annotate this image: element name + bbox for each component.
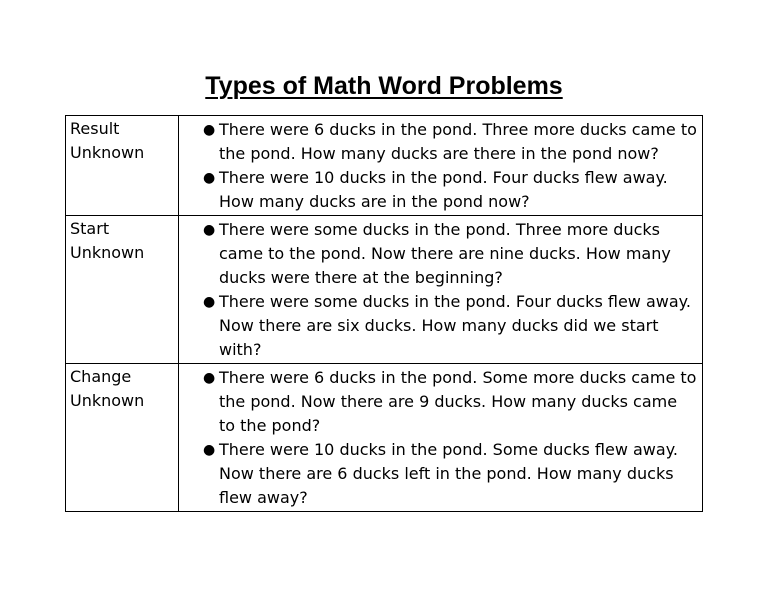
example-text: There were 6 ducks in the pond. Some more ducks came to the pond. Now there are 9 ducks. How many ducks came to the pond? bbox=[219, 368, 697, 435]
list-item bbox=[179, 290, 698, 362]
list-item bbox=[179, 118, 698, 166]
example-text: There were 6 ducks in the pond. Three more ducks came to the pond. How many ducks are there in the pond now? bbox=[219, 120, 697, 163]
problem-type-label: Start bbox=[70, 219, 110, 238]
list-item bbox=[179, 366, 698, 438]
word-problems-table bbox=[65, 115, 703, 512]
bullet-icon: ● bbox=[203, 122, 216, 138]
problem-type-cell bbox=[66, 116, 179, 216]
examples-cell bbox=[179, 216, 703, 364]
page-title bbox=[0, 70, 768, 102]
table-row-start-unknown bbox=[66, 216, 703, 364]
list-item bbox=[179, 438, 698, 510]
example-list bbox=[179, 218, 698, 362]
table-row-result-unknown bbox=[66, 116, 703, 216]
example-list bbox=[179, 118, 698, 214]
problem-type-label: Unknown bbox=[70, 243, 145, 262]
list-item bbox=[179, 218, 698, 290]
list-item bbox=[179, 166, 698, 214]
bullet-icon: ● bbox=[203, 222, 216, 238]
bullet-icon: ● bbox=[203, 170, 216, 186]
example-text: There were 10 ducks in the pond. Four ducks flew away. How many ducks are in the pond now? bbox=[219, 168, 668, 211]
page-title-text: Types of Math Word Problems bbox=[205, 72, 563, 100]
example-text: There were some ducks in the pond. Four ducks flew away. Now there are six ducks. How many ducks did we start with? bbox=[219, 292, 691, 359]
table-row-change-unknown bbox=[66, 364, 703, 512]
problem-type-cell bbox=[66, 216, 179, 364]
examples-cell bbox=[179, 364, 703, 512]
problem-type-label: Result bbox=[70, 119, 120, 138]
problem-type-label: Unknown bbox=[70, 143, 145, 162]
bullet-icon: ● bbox=[203, 370, 216, 386]
example-text: There were some ducks in the pond. Three more ducks came to the pond. Now there are nine ducks. How many ducks were there at the beginning? bbox=[219, 220, 671, 287]
examples-cell bbox=[179, 116, 703, 216]
problem-type-cell bbox=[66, 364, 179, 512]
problem-type-label: Unknown bbox=[70, 391, 145, 410]
bullet-icon: ● bbox=[203, 294, 216, 310]
bullet-icon: ● bbox=[203, 442, 216, 458]
problem-type-label: Change bbox=[70, 367, 132, 386]
example-list bbox=[179, 366, 698, 510]
example-text: There were 10 ducks in the pond. Some ducks flew away. Now there are 6 ducks left in the pond. How many ducks flew away? bbox=[219, 440, 678, 507]
